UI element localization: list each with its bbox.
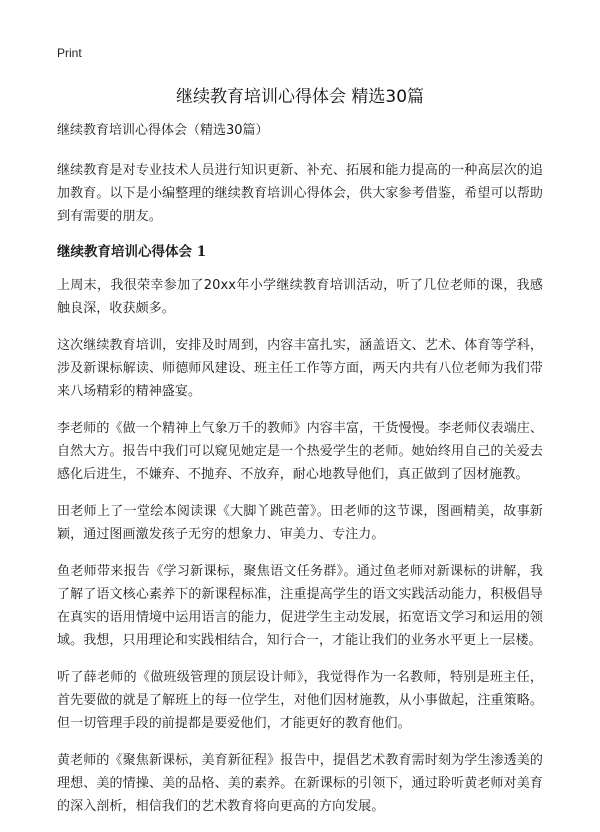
body-paragraph: 鱼老师带来报告《学习新课标，聚焦语文任务群》。通过鱼老师对新课标的讲解，我了解了语文核心素养下的新课程标准，注重提高学生的语文实践活动能力，积极倡导在真实的语用情境中运用语言的能力，促进学生主动发展，拓宽语文学习和运用的领域。我想，只用理论和实践相结合，知行合一，才能让我们的业务水平更上一层楼。: [57, 564, 543, 648]
body-paragraph: 上周末，我很荣幸参加了20xx年小学继续教育培训活动，听了几位老师的课，我感触良深，收获颇多。: [57, 278, 543, 316]
section-heading: 继续教育培训心得体会 1: [57, 244, 207, 260]
body-paragraph: 李老师的《做一个精神上气象万千的教师》内容丰富，干货慢慢。李老师仪表端庄、自然大方。报告中我们可以窥见她定是一个热爱学生的老师。她始终用自己的关爱去感化后进生，不嫌弃、不抛弃、不放弃，耐心地教导他们，真正做到了因材施教。: [57, 421, 543, 482]
intro-paragraph: 继续教育是对专业技术人员进行知识更新、补充、拓展和能力提高的一种高层次的追加教育。以下是小编整理的继续教育培训心得体会，供大家参考借鉴，希望可以帮助到有需要的朋友。: [57, 163, 543, 224]
document-subtitle: 继续教育培训心得体会（精选30篇）: [57, 123, 269, 138]
document-body: [57, 121, 543, 832]
body-paragraph: 这次继续教育培训，安排及时周到，内容丰富扎实，涵盖语文、艺术、体育等学科，涉及新课标解读、师德师风建设、班主任工作等方面，两天内共有八位老师为我们带来八场精彩的精神盛宴。: [57, 338, 543, 399]
print-label[interactable]: Print: [57, 46, 82, 60]
body-paragraph: 田老师上了一堂绘本阅读课《大脚丫跳芭蕾》。田老师的这节课，图画精美，故事新颖，通过图画激发孩子无穷的想象力、审美力、专注力。: [57, 504, 543, 542]
body-paragraph: 听了薛老师的《做班级管理的顶层设计师》，我觉得作为一名教师，特别是班主任，首先要做的就是了解班上的每一位学生，对他们因材施教，从小事做起，注重策略。但一切管理手段的前提都是要爱他们，才能更好的教育他们。: [57, 670, 543, 731]
body-paragraph: 黄老师的《聚焦新课标，美育新征程》报告中，提倡艺术教育需时刻为学生渗透美的理想、美的情操、美的品格、美的素养。在新课标的引领下，通过聆听黄老师对美育的深入剖析，相信我们的艺术教育将向更高的方向发展。: [57, 753, 543, 814]
document-title: 继续教育培训心得体会 精选30篇: [175, 87, 425, 107]
